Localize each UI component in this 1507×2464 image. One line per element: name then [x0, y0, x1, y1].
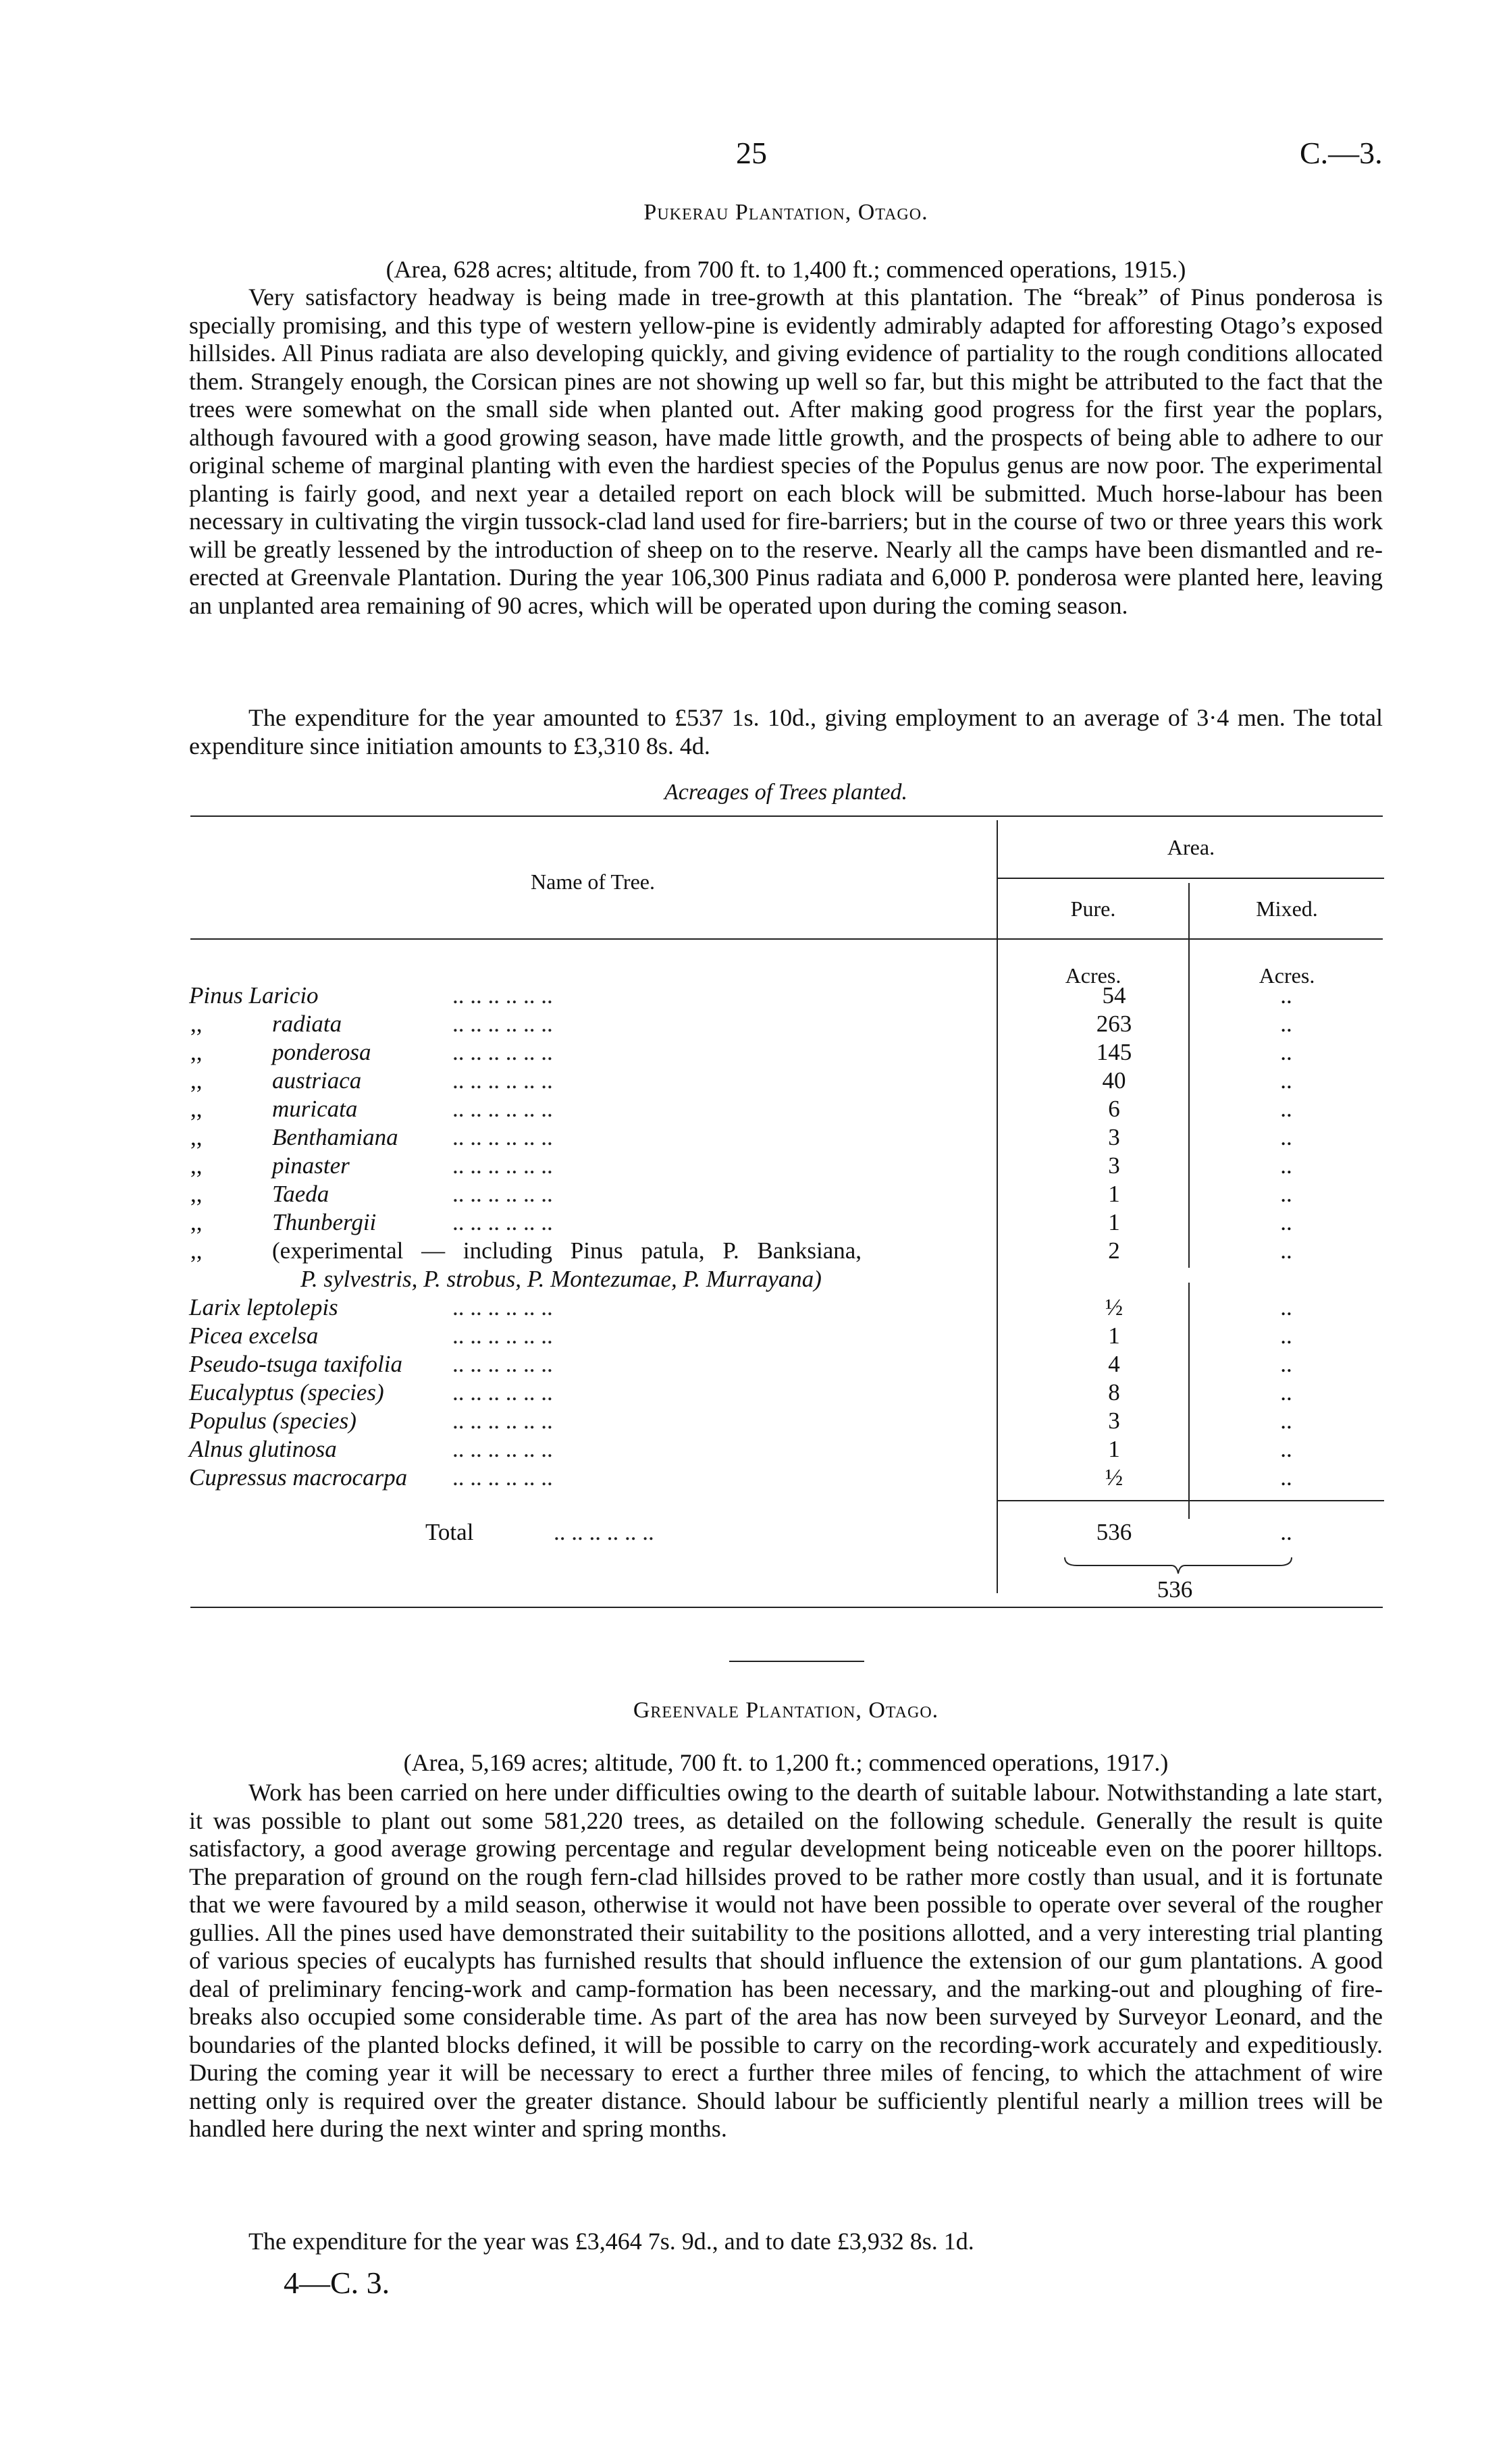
table-row-total — [189, 1519, 1383, 1547]
table-row — [189, 1152, 1383, 1181]
tree-name: radiata — [272, 1011, 342, 1037]
leader-dots: .. .. .. .. .. .. — [452, 1294, 553, 1320]
pure-acres: ½ — [1105, 1294, 1123, 1320]
tree-name: ponderosa — [272, 1039, 371, 1065]
tree-name: austriaca — [272, 1067, 362, 1094]
tree-name: Benthamiana — [272, 1124, 398, 1150]
leader-dots: .. .. .. .. .. .. — [452, 1011, 553, 1037]
header-pure: Pure. — [1070, 896, 1116, 921]
ditto-mark: ,, — [190, 1011, 203, 1037]
ditto-mark: ,, — [190, 1237, 203, 1264]
tree-name: Larix leptolepis — [189, 1294, 338, 1320]
pukerau-title: Pukerau Plantation, Otago. — [643, 200, 928, 225]
table-row — [189, 1181, 1383, 1209]
mixed-acres: .. — [1280, 1096, 1292, 1122]
table-title: Acreages of Trees planted. — [664, 780, 908, 805]
pure-acres: 1 — [1108, 1209, 1120, 1235]
ditto-mark: ,, — [190, 1067, 203, 1094]
leader-dots: .. .. .. .. .. .. — [554, 1519, 654, 1545]
mixed-acres: .. — [1280, 1351, 1292, 1377]
pure-acres: 1 — [1108, 1181, 1120, 1207]
table-row — [189, 1322, 1383, 1351]
pure-acres: 2 — [1108, 1237, 1120, 1264]
pure-acres: 3 — [1108, 1408, 1120, 1434]
table-row — [189, 1294, 1383, 1322]
leader-dots: .. .. .. .. .. .. — [452, 1464, 553, 1491]
mixed-acres: .. — [1280, 1181, 1292, 1207]
leader-dots: .. .. .. .. .. .. — [452, 1124, 553, 1150]
pure-unit: Acres. — [1065, 963, 1121, 988]
total-rule — [998, 1500, 1384, 1501]
pure-acres: 1 — [1108, 1322, 1120, 1349]
table-row — [189, 1209, 1383, 1237]
header-mixed: Mixed. — [1256, 896, 1318, 921]
header-name-of-tree: Name of Tree. — [531, 869, 655, 894]
mixed-acres: .. — [1280, 982, 1292, 1009]
pure-acres: 263 — [1096, 1011, 1132, 1037]
tree-name: Populus (species) — [189, 1408, 356, 1434]
ditto-mark: ,, — [190, 1152, 203, 1179]
mixed-acres: .. — [1280, 1237, 1292, 1264]
tree-name: Thunbergii — [272, 1209, 377, 1235]
ditto-mark: ,, — [190, 1209, 203, 1235]
tree-name: Cupressus macrocarpa — [189, 1464, 408, 1491]
greenvale-paragraph-1: Work has been carried on here under difficulties owing to the dearth of suitable labour. Notwithstanding a late start, it was possible to plant out some 581,220 trees, as detailed on the following schedule. Generally the result is quite satisfactory, a good average growing percentage and regular development being noticeable even on the poorer hilltops. The preparation of ground on the rough fern-clad hillsides proved to be rather more costly than usual, and it is fortunate that we were favoured by a mild season, otherwise it would not have been possible to operate over several of the rougher gullies. All the pines used have demonstrated their suitability to the positions allotted, and a very interesting trial planting of various species of eucalypts has furnished results that should influence the extension of our gum plantations. A good deal of preliminary fencing-work and camp-formation has been necessary, and the marking-out and ploughing of fire-breaks also occupied some considerable time. As part of the area has now been surveyed by Surveyor Leonard, and the boundaries of the planted blocks defined, it will be possible to carry on the recording-work accurately and expeditiously. During the coming year it will be necessary to erect a further three miles of fencing, to which the attachment of wire netting only is required over the greater distance. Should labour be sufficiently plentiful nearly a million trees will be handled here during the next winter and spring months. — [189, 1779, 1383, 2142]
table-row — [189, 1011, 1383, 1039]
ditto-mark: ,, — [190, 1181, 203, 1207]
tree-name: (experimental — including Pinus patula, P. Banksiana, — [272, 1237, 862, 1264]
mixed-acres: .. — [1280, 1322, 1292, 1349]
greenvale-title: Greenvale Plantation, Otago. — [633, 1698, 939, 1723]
tree-name: Taeda — [272, 1181, 329, 1207]
table-row — [189, 1124, 1383, 1152]
brace-icon — [1063, 1556, 1293, 1576]
mixed-acres: .. — [1280, 1209, 1292, 1235]
tree-name: pinaster — [272, 1152, 350, 1179]
tree-name: Pseudo-tsuga taxifolia — [189, 1351, 402, 1377]
mixed-acres: .. — [1280, 1294, 1292, 1320]
leader-dots: .. .. .. .. .. .. — [452, 982, 553, 1009]
mixed-acres: .. — [1280, 1011, 1292, 1037]
pure-acres: 8 — [1108, 1379, 1120, 1405]
tree-name: muricata — [272, 1096, 358, 1122]
table-bottom-rule — [190, 1607, 1383, 1608]
mixed-acres: .. — [1280, 1067, 1292, 1094]
leader-dots: .. .. .. .. .. .. — [452, 1039, 553, 1065]
header-bottom-rule — [190, 938, 1383, 940]
leader-dots: .. .. .. .. .. .. — [452, 1152, 553, 1179]
table-row — [189, 1237, 1383, 1294]
table-row — [189, 1379, 1383, 1408]
mixed-acres: .. — [1280, 1039, 1292, 1065]
pure-acres: ½ — [1105, 1464, 1123, 1491]
greenvale-paragraph-2: The expenditure for the year was £3,464 7s. 9d., and to date £3,932 8s. 1d. — [248, 2228, 974, 2255]
mixed-acres: .. — [1280, 1436, 1292, 1462]
leader-dots: .. .. .. .. .. .. — [452, 1181, 553, 1207]
table-row — [189, 1408, 1383, 1436]
mixed-acres: .. — [1280, 1124, 1292, 1150]
ditto-mark: ,, — [190, 1124, 203, 1150]
mixed-acres: .. — [1280, 1408, 1292, 1434]
document-code: C.—3. — [1300, 136, 1383, 170]
pure-acres: 54 — [1102, 982, 1126, 1009]
table-row — [189, 1039, 1383, 1067]
ditto-mark: ,, — [190, 1096, 203, 1122]
signature-code: 4—C. 3. — [284, 2266, 390, 2300]
total-mixed-acres: .. — [1280, 1519, 1292, 1545]
combined-total: 536 — [1157, 1576, 1193, 1603]
leader-dots: .. .. .. .. .. .. — [452, 1436, 553, 1462]
table-row — [189, 982, 1383, 1011]
section-separator — [729, 1661, 864, 1662]
table-row — [189, 1436, 1383, 1464]
total-pure-acres: 536 — [1096, 1519, 1132, 1545]
leader-dots: .. .. .. .. .. .. — [452, 1351, 553, 1377]
greenvale-subtitle: (Area, 5,169 acres; altitude, 700 ft. to 1,200 ft.; commenced operations, 1917.) — [403, 1749, 1169, 1776]
mixed-unit: Acres. — [1259, 963, 1315, 988]
ditto-mark: ,, — [190, 1039, 203, 1065]
pure-acres: 6 — [1108, 1096, 1120, 1122]
tree-name: Alnus glutinosa — [189, 1436, 337, 1462]
table-top-rule — [190, 815, 1383, 817]
pukerau-subtitle: (Area, 628 acres; altitude, from 700 ft. to 1,400 ft.; commenced operations, 1915.) — [386, 256, 1186, 283]
leader-dots: .. .. .. .. .. .. — [452, 1096, 553, 1122]
leader-dots: .. .. .. .. .. .. — [452, 1379, 553, 1405]
leader-dots: .. .. .. .. .. .. — [452, 1322, 553, 1349]
pure-acres: 145 — [1096, 1039, 1132, 1065]
pure-acres: 4 — [1108, 1351, 1120, 1377]
mixed-acres: .. — [1280, 1379, 1292, 1405]
area-header-rule — [998, 878, 1384, 879]
pure-acres: 1 — [1108, 1436, 1120, 1462]
leader-dots: .. .. .. .. .. .. — [452, 1067, 553, 1094]
page-number: 25 — [736, 136, 767, 170]
total-label: Total — [425, 1519, 474, 1545]
leader-dots: .. .. .. .. .. .. — [452, 1209, 553, 1235]
pure-acres: 3 — [1108, 1124, 1120, 1150]
table-row — [189, 1464, 1383, 1493]
table-row — [189, 1096, 1383, 1124]
pure-acres: 3 — [1108, 1152, 1120, 1179]
pure-acres: 40 — [1102, 1067, 1126, 1094]
pukerau-paragraph-1: Very satisfactory headway is being made in tree-growth at this plantation. The “break” of Pinus ponderosa is specially promising, and this type of western yellow-pine is evidently admirably adapted for afforesting Otago’s exposed hillsides. All Pinus radiata are also developing quickly, and giving evidence of partiality to the rough conditions allocated them. Strangely enough, the Corsican pines are not showing up well so far, but this might be attributed to the fact that the trees were somewhat on the small side when planted out. After making good progress for the first year the poplars, although favoured with a good growing season, have made little growth, and the prospects of being able to adhere to our original scheme of marginal planting with even the hardiest species of the Populus genus are now poor. The experimental planting is fairly good, and next year a detailed report on each block will be submitted. Much horse-labour has been necessary in cultivating the virgin tussock-clad land used for fire-barriers; but in the course of two or three years this work will be greatly lessened by the introduction of sheep on to the reserve. Nearly all the camps have been dismantled and re-erected at Greenvale Plantation. During the year 106,300 Pinus radiata and 6,000 P. ponderosa were planted here, leaving an unplanted area remaining of 90 acres, which will be operated upon during the coming season. — [189, 284, 1383, 619]
table-row — [189, 1067, 1383, 1096]
pukerau-paragraph-2: The expenditure for the year amounted to £537 1s. 10d., giving employment to an average of 3·4 men. The total expenditure since initiation amounts to £3,310 8s. 4d. — [189, 704, 1383, 759]
leader-dots: .. .. .. .. .. .. — [452, 1408, 553, 1434]
mixed-acres: .. — [1280, 1464, 1292, 1491]
mixed-acres: .. — [1280, 1152, 1292, 1179]
tree-name: Eucalyptus (species) — [189, 1379, 384, 1405]
table-row — [189, 1351, 1383, 1379]
header-area: Area. — [1167, 835, 1215, 859]
tree-name: Picea excelsa — [189, 1322, 319, 1349]
tree-name-continued: P. sylvestris, P. strobus, P. Montezumae, P. Murrayana) — [300, 1266, 822, 1292]
tree-name: Pinus Laricio — [189, 982, 319, 1009]
